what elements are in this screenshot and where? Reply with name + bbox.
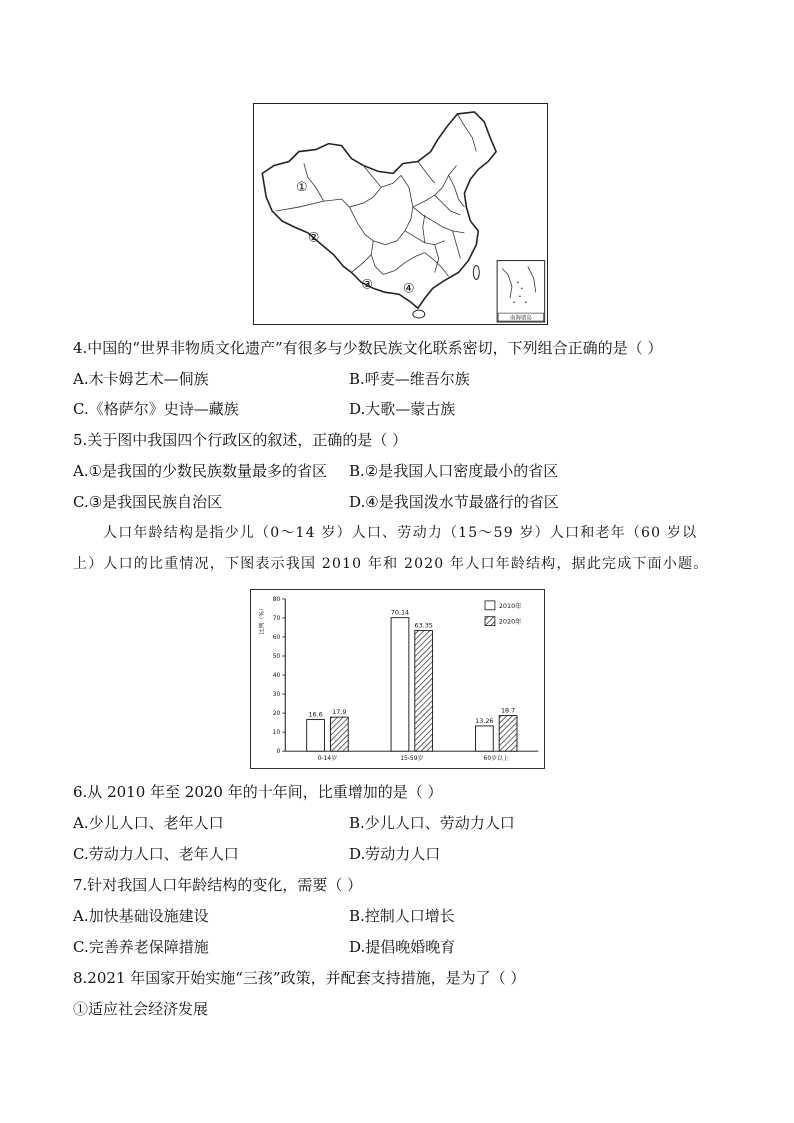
q5-option-d[interactable]: D.④是我国泼水节最盛行的省区 [349, 493, 559, 511]
china-map-drawing [254, 104, 547, 324]
q6-option-b[interactable]: B.少儿人口、劳动力人口 [349, 814, 515, 832]
y-tick-label: 40 [272, 672, 281, 680]
bar-2020-1 [415, 631, 433, 752]
q7-option-a[interactable]: A.加快基础设施建设 [73, 907, 209, 925]
legend-swatch-1 [485, 617, 495, 626]
q4-option-a[interactable]: A.木卡姆艺术—侗族 [73, 370, 209, 388]
intro-line-1: 人口年龄结构是指少儿（0～14 岁）人口、劳动力（15～59 岁）人口和老年（60 岁以 [103, 525, 698, 541]
q7-option-c[interactable]: C.完善养老保障措施 [73, 938, 209, 956]
bar-2020-2 [499, 716, 517, 752]
q8-stem: 8.2021 年国家开始实施“三孩”政策，并配套支持措施，是为了（ ） [73, 969, 526, 987]
age-structure-chart-svg [251, 590, 544, 768]
bar-2010-1 [391, 618, 409, 752]
q5-option-c[interactable]: C.③是我国民族自治区 [73, 493, 223, 511]
data-label-2010-0: 16.6 [308, 710, 323, 719]
q4-stem: 4.中国的“世界非物质文化遗产”有很多与少数民族文化联系密切，下列组合正确的是（ ） [73, 339, 663, 357]
y-tick-label: 30 [272, 691, 281, 699]
data-label-2020-2: 18.7 [500, 706, 516, 715]
y-tick-label: 70 [272, 614, 281, 622]
map-label-4: ④ [402, 281, 415, 297]
q6-option-d[interactable]: D.劳动力人口 [349, 845, 441, 863]
map-label-2: ② [307, 230, 320, 246]
age-structure-chart [250, 589, 545, 769]
q6-stem: 6.从 2010 年至 2020 年的十年间，比重增加的是（ ） [73, 783, 443, 801]
q4-option-c[interactable]: C.《格萨尔》史诗—藏族 [73, 400, 239, 418]
q4-option-b[interactable]: B.呼麦—维吾尔族 [349, 370, 470, 388]
bar-2010-0 [307, 720, 325, 752]
x-tick-label: 15-59岁 [400, 755, 424, 763]
south-china-sea-inset [497, 261, 545, 322]
q6-option-a[interactable]: A.少儿人口、老年人口 [73, 814, 224, 832]
x-tick-label: 60岁以上 [483, 755, 509, 763]
hainan-island [413, 310, 425, 318]
y-tick-label: 50 [272, 652, 281, 660]
bar-2020-0 [330, 717, 348, 751]
data-label-2010-1: 70.14 [390, 608, 410, 617]
legend-label-1: 2020年 [498, 617, 522, 626]
china-outline [262, 112, 496, 308]
x-tick-label: 0-14岁 [317, 755, 338, 763]
taiwan-island [473, 266, 479, 280]
q7-option-d[interactable]: D.提倡晚婚晚育 [349, 938, 456, 956]
q7-stem: 7.针对我国人口年龄结构的变化，需要（ ） [73, 876, 363, 894]
q7-option-b[interactable]: B.控制人口增长 [349, 907, 455, 925]
map-label-1: ① [295, 180, 308, 196]
y-tick-label: 60 [272, 633, 281, 641]
china-map [253, 103, 548, 325]
q5-stem: 5.关于图中我国四个行政区的叙述，正确的是（ ） [73, 431, 408, 449]
q5-option-b[interactable]: B.②是我国人口密度最小的省区 [349, 462, 559, 480]
legend-label-0: 2010年 [498, 601, 522, 610]
y-tick-label: 80 [272, 595, 281, 603]
q6-option-c[interactable]: C.劳动力人口、老年人口 [73, 845, 239, 863]
q8-item-1[interactable]: ①适应社会经济发展 [73, 1000, 209, 1018]
y-axis-label: 比例（%） [258, 605, 266, 635]
q4-option-d[interactable]: D.大歌—蒙古族 [349, 400, 456, 418]
intro-line-2: 上）人口的比重情况，下图表示我国 2010 年和 2020 年人口年龄结构，据此完成下面小题。 [73, 556, 709, 572]
data-label-2020-1: 63.35 [414, 621, 433, 630]
data-label-2010-2: 13.26 [475, 716, 494, 725]
y-tick-label: 0 [276, 748, 281, 756]
bar-2010-2 [475, 726, 493, 751]
legend-swatch-0 [485, 601, 495, 610]
data-label-2020-0: 17.9 [332, 708, 347, 717]
y-tick-label: 20 [272, 710, 281, 718]
y-tick-label: 10 [272, 729, 281, 737]
map-label-3: ③ [361, 277, 373, 293]
inset-label: 南海诸岛 [510, 315, 532, 322]
q5-option-a[interactable]: A.①是我国的少数民族数量最多的省区 [73, 462, 328, 480]
